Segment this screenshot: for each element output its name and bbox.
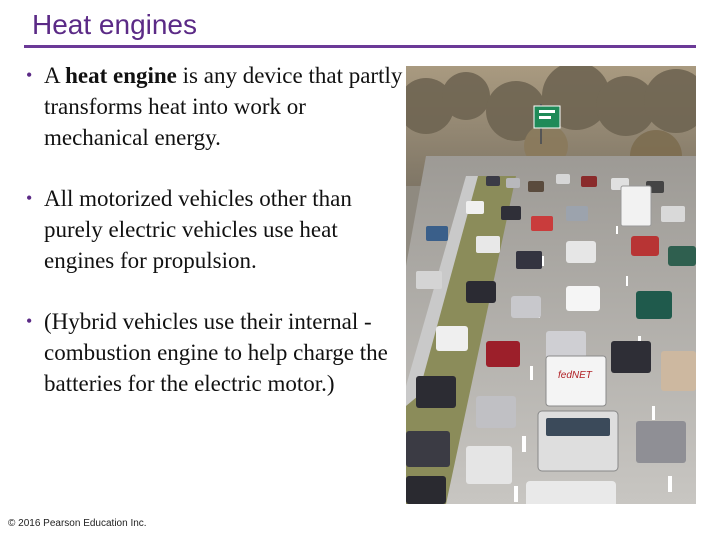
bullet-item [26, 306, 406, 399]
bullet-text: A [44, 63, 66, 88]
truck-logo: fedNET [558, 370, 592, 381]
slide-title: Heat engines [32, 9, 198, 40]
bullet-text: is any device that partly transforms heat into work or mechanical energy. [44, 63, 403, 150]
fednet-truck [546, 356, 606, 406]
title-underline [24, 45, 696, 48]
bullet-icon: • [26, 65, 33, 85]
bullet-text: All motorized vehicles other than purely electric vehicles use heat engines for propulsion. [44, 186, 352, 273]
bullet-text: (Hybrid vehicles use their internal -combustion engine to help charge the batteries for the electric motor.) [44, 309, 388, 396]
traffic-photo [406, 66, 696, 504]
bullet-item [26, 60, 406, 153]
traffic-illustration [406, 66, 696, 504]
copyright-notice: © 2016 Pearson Education Inc. [8, 518, 147, 529]
bullet-icon: • [26, 188, 33, 208]
bullet-icon: • [26, 311, 33, 331]
bullet-list [26, 60, 406, 429]
bullet-item [26, 183, 406, 276]
bullet-term: heat engine [65, 63, 177, 88]
